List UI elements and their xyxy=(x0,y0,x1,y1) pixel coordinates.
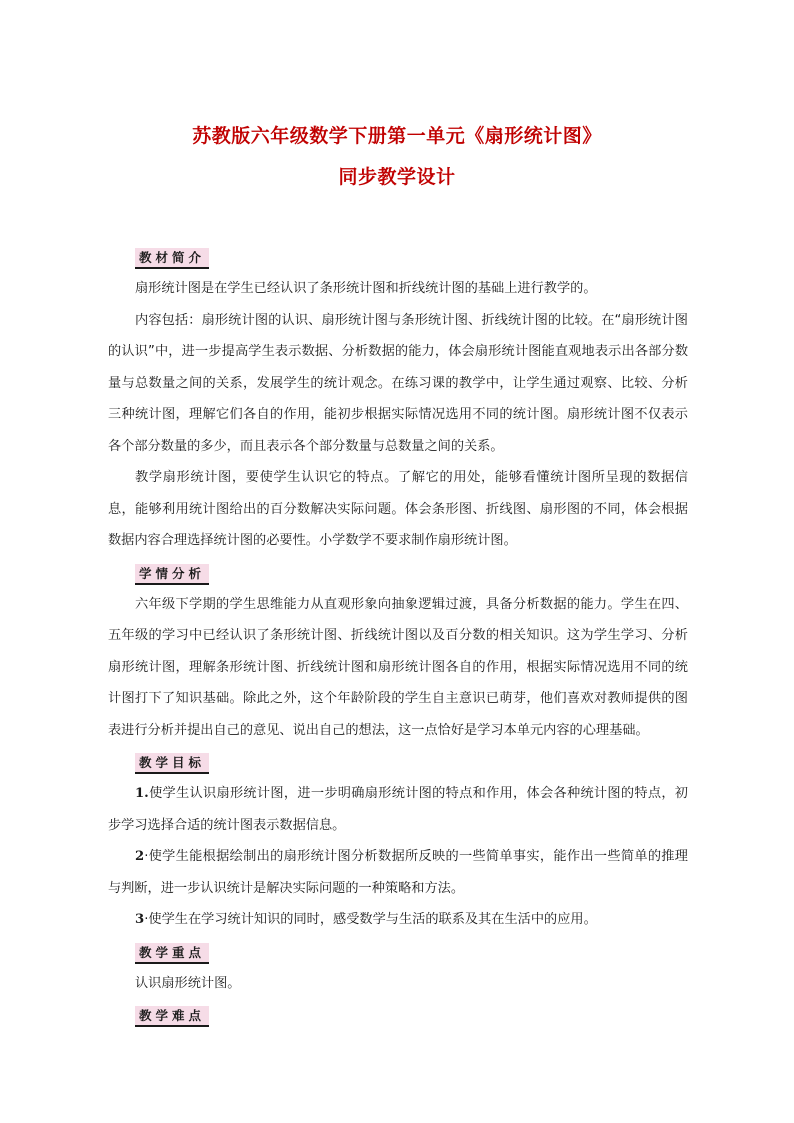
section-heading-row xyxy=(108,936,688,968)
goal-item xyxy=(108,778,688,841)
goal-text: ·使学生在学习统计知识的同时，感受数学与生活的联系及其在生活中的应用。 xyxy=(144,912,597,927)
goal-item xyxy=(108,841,688,904)
section-heading-row xyxy=(108,241,688,273)
goal-text: 使学生认识扇形统计图，进一步明确扇形统计图的特点和作用，体会各种统计图的特点，初步学习选择合适的统计图表示数据信息。 xyxy=(108,786,688,833)
section-heading-row xyxy=(108,999,688,1031)
section-heading-student-analysis: 学情分析 xyxy=(135,564,209,585)
paragraph: 认识扇形统计图。 xyxy=(135,975,241,991)
paragraph: 扇形统计图是在学生已经认识了条形统计图和折线统计图的基础上进行教学的。 xyxy=(135,281,597,296)
paragraph: 内容包括：扇形统计图的认识、扇形统计图与条形统计图、折线统计图的比较。在“扇形统计图的认识”中，进一步提高学生表示数据、分析数据的能力，体会扇形统计图能直观地表示出各部分数量与总数量之间的关系，发展学生的统计观念。在练习课的教学中，让学生通过观察、比较、分析三种统计图，理解它们各自的作用，能初步根据实际情况选用不同的统计图。扇形统计图不仅表示各个部分数量的多少，而且表示各个部分数量与总数量之间的关系。 xyxy=(108,312,688,454)
section-heading-key-points: 教学重点 xyxy=(135,943,209,964)
goal-number: 1. xyxy=(135,786,149,801)
section-heading-teaching-goals: 教学目标 xyxy=(135,753,209,774)
document-body xyxy=(108,241,688,1031)
paragraph: 六年级下学期的学生思维能力从直观形象向抽象逻辑过渡，具备分析数据的能力。学生在四、五年级的学习中已经认识了条形统计图、折线统计图以及百分数的相关知识。这为学生学习、分析扇形统计图，理解条形统计图、折线统计图和扇形统计图各自的作用，根据实际情况选用不同的统计图打下了知识基础。除此之外，这个年龄阶段的学生自主意识已萌芽，他们喜欢对教师提供的图表进行分析并提出自己的意见、说出自己的想法，这一点恰好是学习本单元内容的心理基础。 xyxy=(108,596,688,738)
section-heading-row xyxy=(108,746,688,778)
document-title: 苏教版六年级数学下册第一单元《扇形统计图》 xyxy=(192,125,602,147)
goal-number: 2 xyxy=(135,849,145,864)
section-heading-row xyxy=(108,557,688,589)
section-heading-difficulties: 教学难点 xyxy=(135,1006,209,1027)
document-subtitle: 同步教学设计 xyxy=(338,166,456,188)
goal-text: ·使学生能根据绘制出的扇形统计图分析数据所反映的一些简单事实，能作出一些简单的推理与判断，进一步认识统计是解决实际问题的一种策略和方法。 xyxy=(108,849,688,896)
section-heading-textbook-intro: 教材简介 xyxy=(135,248,209,269)
goal-number: 3 xyxy=(135,912,145,927)
paragraph: 教学扇形统计图，要使学生认识它的特点。了解它的用处，能够看懂统计图所呈现的数据信息，能够利用统计图给出的百分数解决实际问题。体会条形图、折线图、扇形图的不同，体会根据数据内容合理选择统计图的必要性。小学数学不要求制作扇形统计图。 xyxy=(108,470,688,548)
goal-item xyxy=(108,904,688,936)
